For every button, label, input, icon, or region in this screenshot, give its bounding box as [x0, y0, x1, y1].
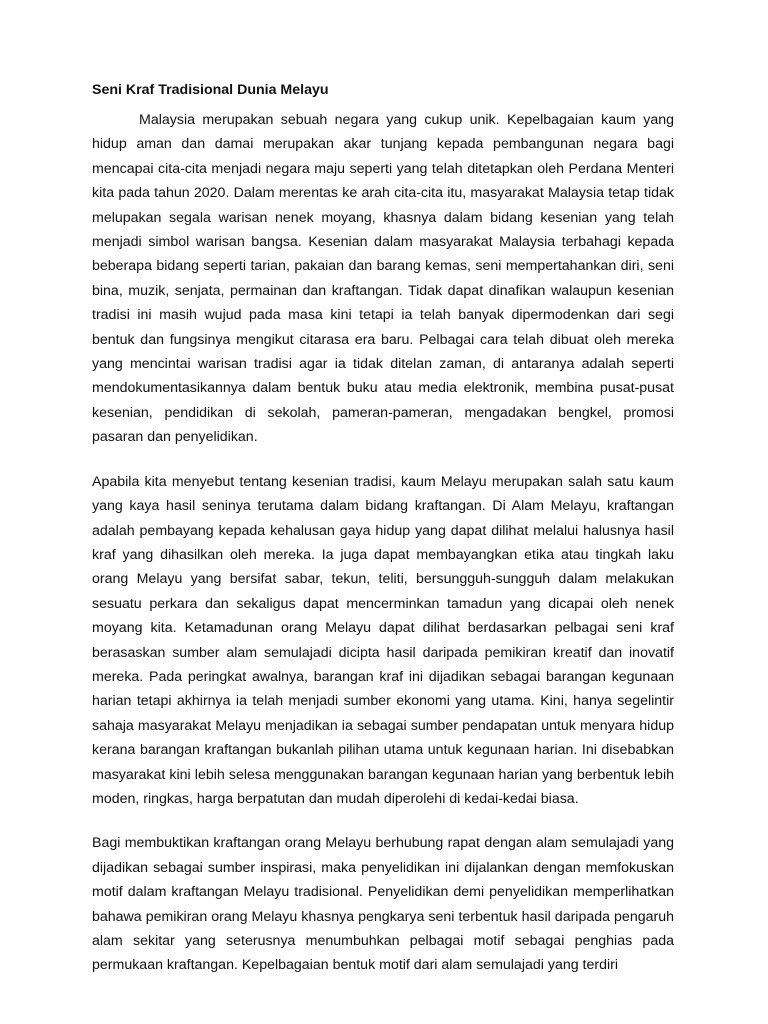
paragraph-1: Malaysia merupakan sebuah negara yang cukup unik. Kepelbagaian kaum yang hidup aman dan damai merupakan akar tunjang kepada pembangunan negara bagi mencapai cita-cita menjadi negara maju seperti yang telah ditetapkan oleh Perdana Menteri kita pada tahun 2020. Dalam merentas ke arah cita-cita itu, masyarakat Malaysia tetap tidak melupakan segala warisan nenek moyang, khasnya dalam bidang kesenian yang telah menjadi simbol warisan bangsa. Kesenian dalam masyarakat Malaysia terbahagi kepada beberapa bidang seperti tarian, pakaian dan barang kemas, seni mempertahankan diri, seni bina, muzik, senjata, permainan dan kraftangan. Tidak dapat dinafikan walaupun kesenian tradisi ini masih wujud pada masa kini tetapi ia telah banyak dipermodenkan dari segi bentuk dan fungsinya mengikut citarasa era baru. Pelbagai cara telah dibuat oleh mereka yang mencintai warisan tradisi agar ia tidak ditelan zaman, di antaranya adalah seperti mendokumentasikannya dalam bentuk buku atau media elektronik, membina pusat-pusat kesenian, pendidikan di sekolah, pameran-pameran, mengadakan bengkel, promosi pasaran dan penyelidikan. — [92, 112, 674, 446]
document-title: Seni Kraf Tradisional Dunia Melayu — [92, 82, 329, 98]
document-body — [92, 78, 674, 978]
paragraph-3: Bagi membuktikan kraftangan orang Melayu berhubung rapat dengan alam semulajadi yang dijadikan sebagai sumber inspirasi, maka penyelidikan ini dijalankan dengan memfokuskan motif dalam kraftangan Melayu tradisional. Penyelidikan demi penyelidikan memperlihatkan bahawa pemikiran orang Melayu khasnya pengkarya seni terbentuk hasil daripada pengaruh alam sekitar yang seterusnya menumbuhkan pelbagai motif sebagai penghias pada permukaan kraftangan. Kepelbagaian bentuk motif dari alam semulajadi yang terdiri — [92, 835, 674, 974]
paragraph-2: Apabila kita menyebut tentang kesenian tradisi, kaum Melayu merupakan salah satu kaum yang kaya hasil seninya terutama dalam bidang kraftangan. Di Alam Melayu, kraftangan adalah pembayang kepada kehalusan gaya hidup yang dapat dilihat melalui halusnya hasil kraf yang dihasilkan oleh mereka. Ia juga dapat membayangkan etika atau tingkah laku orang Melayu yang bersifat sabar, tekun, teliti, bersungguh-sungguh dalam melakukan sesuatu perkara dan sekaligus dapat mencerminkan tamadun yang dicapai oleh nenek moyang kita. Ketamadunan orang Melayu dapat dilihat berdasarkan pelbagai seni kraf berasaskan sumber alam semulajadi dicipta hasil daripada pemikiran kreatif dan inovatif mereka. Pada peringkat awalnya, barangan kraf ini dijadikan sebagai barangan kegunaan harian tetapi akhirnya ia telah menjadi sumber ekonomi yang utama. Kini, hanya segelintir sahaja masyarakat Melayu menjadikan ia sebagai sumber pendapatan untuk menyara hidup kerana barangan kraftangan bukanlah pilihan utama untuk kegunaan harian. Ini disebabkan masyarakat kini lebih selesa menggunakan barangan kegunaan harian yang berbentuk lebih moden, ringkas, harga berpatutan dan mudah diperolehi di kedai-kedai biasa. — [92, 473, 674, 807]
